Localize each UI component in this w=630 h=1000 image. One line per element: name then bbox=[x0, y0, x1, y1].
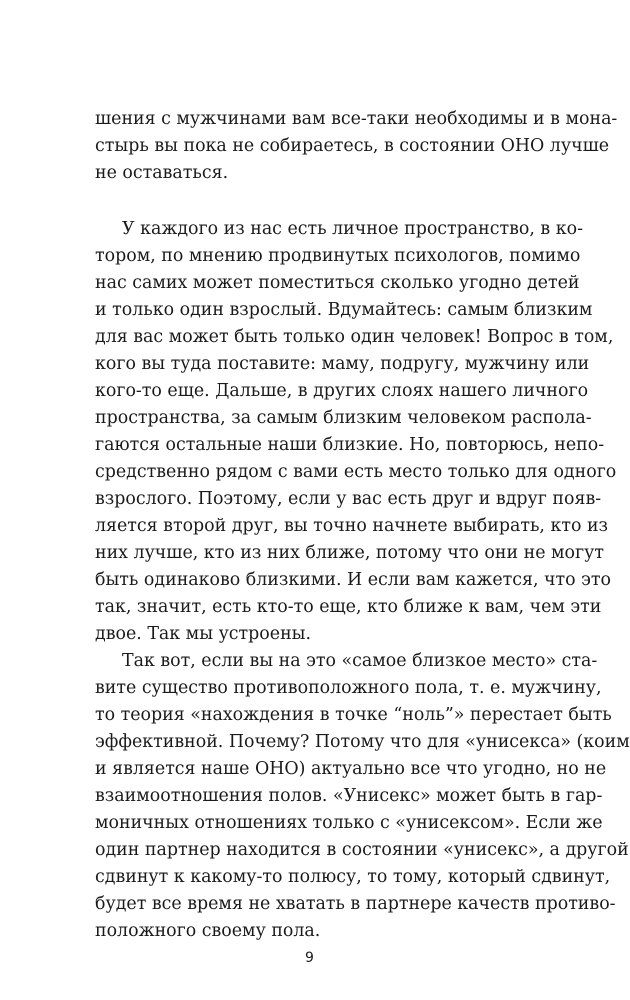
text-line: У каждого из нас есть личное пространство, в ко- bbox=[122, 219, 583, 239]
text-line: нас самих может поместиться сколько угодно детей bbox=[95, 273, 580, 293]
text-line: вите существо противоположного пола, т. е. мужчину, bbox=[95, 678, 602, 698]
text-line: шения с мужчинами вам все-таки необходимы и в мона- bbox=[95, 109, 618, 129]
text-line: будет все время не хватать в партнере качеств противо- bbox=[95, 894, 616, 914]
text-line: гаются остальные наши близкие. Но, повторюсь, непо- bbox=[95, 435, 605, 455]
text-line: пространства, за самым близким человеком распола- bbox=[95, 408, 592, 428]
text-line: и является наше ОНО) актуально все что угодно, но не bbox=[95, 759, 607, 779]
text-line: Так вот, если вы на это «самое близкое место» ста- bbox=[122, 651, 598, 671]
text-line: быть одинаково близкими. И если вам кажется, что это bbox=[95, 570, 611, 590]
text-line: и только один взрослый. Вдумайтесь: самым близким bbox=[95, 300, 593, 320]
text-line: сдвинут к какому-то полюсу, то тому, который сдвинут, bbox=[95, 867, 611, 887]
text-line: ляется второй друг, вы точно начнете выбирать, кто из bbox=[95, 516, 609, 536]
page-number: 9 bbox=[305, 950, 314, 966]
text-line: взаимоотношения полов. «Унисекс» может быть в гар- bbox=[95, 786, 603, 806]
text-line: тором, по мнению продвинутых психологов, помимо bbox=[95, 246, 581, 266]
text-line: эффективной. Почему? Потому что для «унисекса» (коим bbox=[95, 732, 630, 752]
text-line: кого вы туда поставите: маму, подругу, мужчину или bbox=[95, 354, 590, 374]
text-line: не оставаться. bbox=[95, 163, 229, 183]
text-line: взрослого. Поэтому, если у вас есть друг и вдруг появ- bbox=[95, 489, 602, 509]
text-line: кого-то еще. Дальше, в других слоях нашего личного bbox=[95, 381, 589, 401]
text-line: положного своему пола. bbox=[95, 921, 321, 941]
text-line: один партнер находится в состоянии «унисекс», а другой bbox=[95, 840, 629, 860]
text-line: моничных отношениях только с «унисексом». Если же bbox=[95, 813, 603, 833]
text-line: двое. Так мы устроены. bbox=[95, 624, 312, 644]
text-line: то теория «нахождения в точке “ноль”» перестает быть bbox=[95, 705, 612, 725]
text-line: средственно рядом с вами есть место только для одного bbox=[95, 462, 617, 482]
text-line: для вас может быть только один человек! Вопрос в том, bbox=[95, 327, 614, 347]
text-line: них лучше, кто из них ближе, потому что они не могут bbox=[95, 543, 604, 563]
text-line: стырь вы пока не собираетесь, в состоянии ОНО лучше bbox=[95, 136, 610, 156]
text-line: так, значит, есть кто-то еще, кто ближе к вам, чем эти bbox=[95, 597, 602, 617]
